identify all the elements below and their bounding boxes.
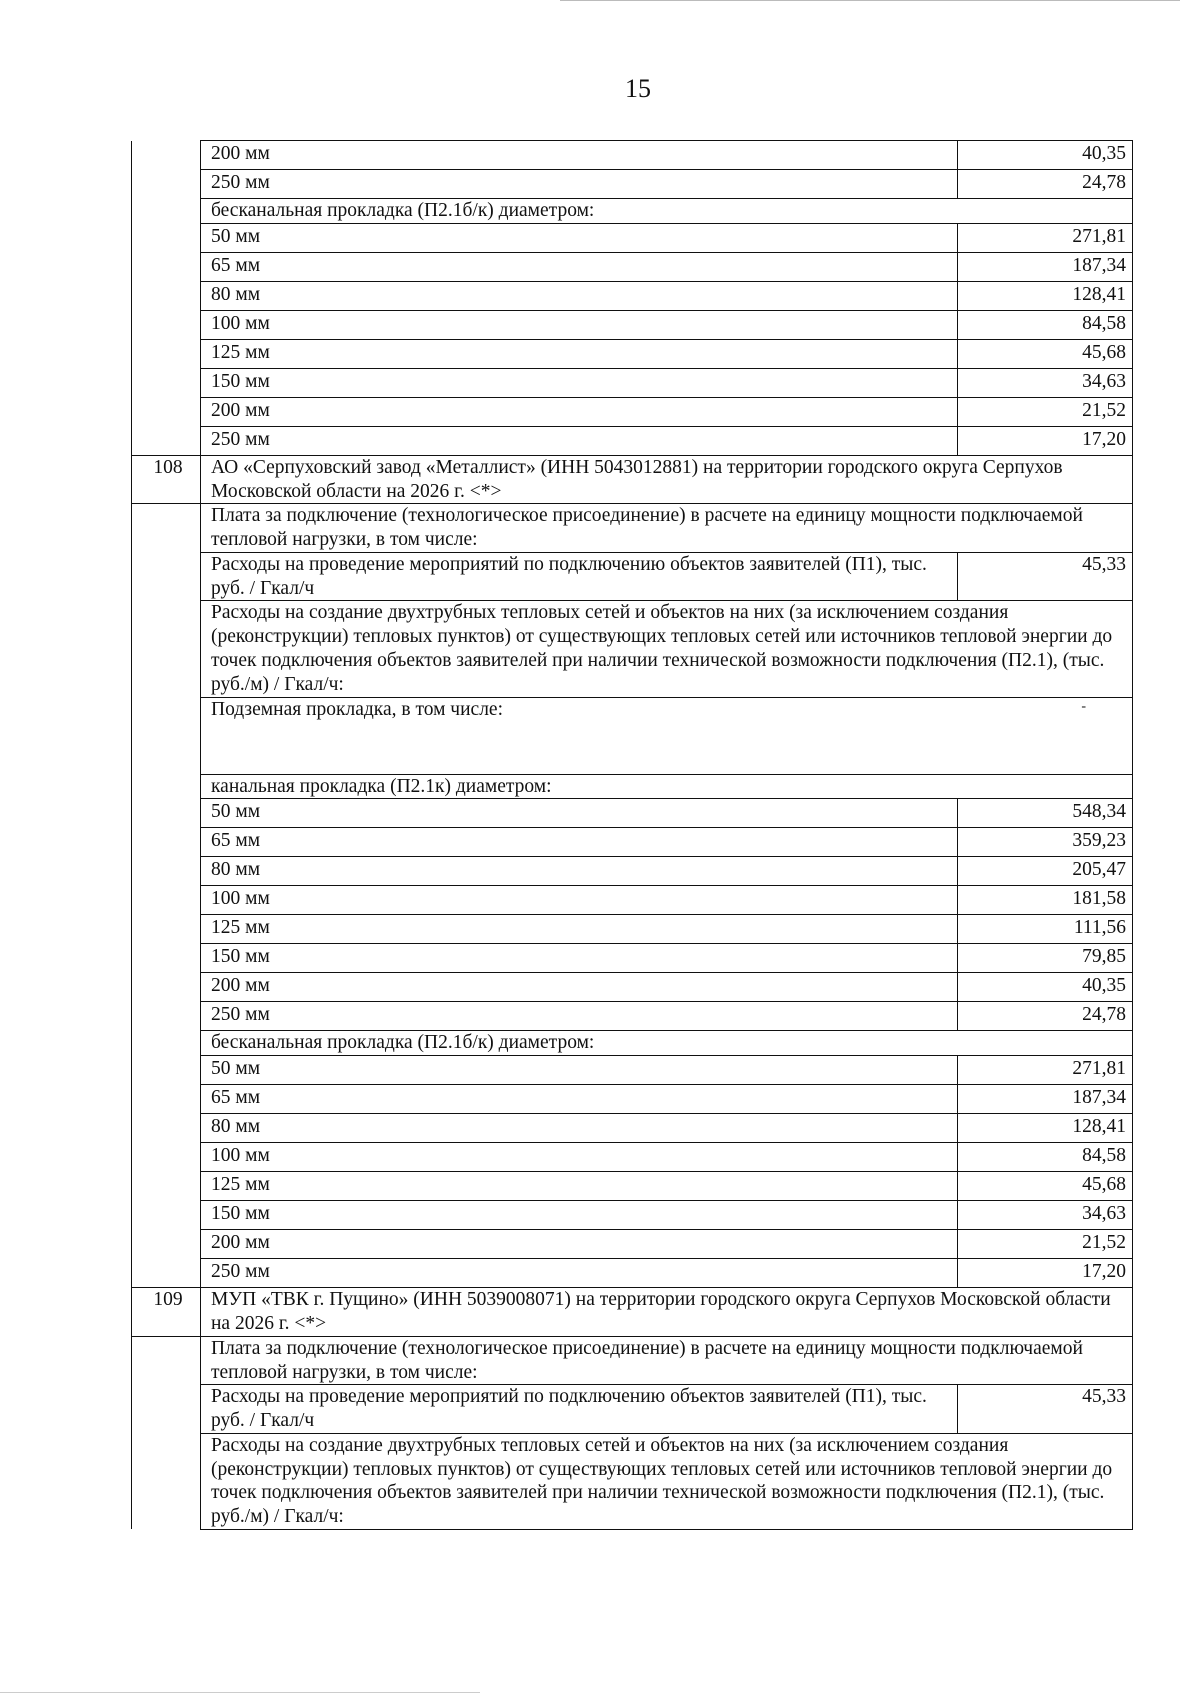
tariff-value: 84,58 [958, 1143, 1133, 1172]
diameter-label: 125 мм [201, 1172, 958, 1201]
tariff-value: 187,34 [958, 1085, 1133, 1114]
diameter-label: 250 мм [201, 1259, 958, 1288]
number-cell-continued [132, 223, 201, 252]
number-cell-continued [132, 601, 201, 697]
table-row [132, 1002, 1133, 1031]
table-row [132, 199, 1133, 224]
diameter-label: 250 мм [201, 1002, 958, 1031]
number-cell-continued [132, 552, 201, 601]
tariff-value: 205,47 [958, 857, 1133, 886]
table-row [132, 310, 1133, 339]
plata-description: Плата за подключение (технологическое присоединение) в расчете на единицу мощности подключаемой тепловой нагрузки, в том числе: [201, 504, 1133, 553]
diameter-label: 125 мм [201, 915, 958, 944]
number-cell-continued [132, 426, 201, 455]
tariff-value: 40,35 [958, 973, 1133, 1002]
underground-label: Подземная прокладка, в том числе: [211, 698, 504, 720]
tariff-value: 128,41 [958, 1114, 1133, 1143]
table-row [132, 1336, 1133, 1385]
table-row [132, 1031, 1133, 1056]
number-cell-continued [132, 504, 201, 553]
number-cell-continued [132, 170, 201, 199]
tariff-value: 271,81 [958, 223, 1133, 252]
number-cell-continued [132, 828, 201, 857]
number-cell-continued [132, 857, 201, 886]
page-number: 15 [625, 74, 651, 103]
table-row [132, 774, 1133, 799]
entry-title-row [132, 455, 1133, 504]
diameter-label: 125 мм [201, 339, 958, 368]
diameter-label: 80 мм [201, 1114, 958, 1143]
number-cell-continued [132, 1172, 201, 1201]
table-row [132, 1172, 1133, 1201]
number-cell-continued [132, 799, 201, 828]
table-row [132, 1085, 1133, 1114]
diameter-label: 50 мм [201, 799, 958, 828]
tariff-table [131, 140, 1133, 1530]
tariff-value: 45,68 [958, 1172, 1133, 1201]
tariff-value: 548,34 [958, 799, 1133, 828]
number-cell-continued [132, 281, 201, 310]
diameter-label: 50 мм [201, 1056, 958, 1085]
underground-cell [201, 697, 1133, 774]
beskanal-heading: бесканальная прокладка (П2.1б/к) диаметром: [201, 199, 1133, 224]
number-cell-continued [132, 1385, 201, 1434]
tariff-value: 45,68 [958, 339, 1133, 368]
diameter-label: 100 мм [201, 310, 958, 339]
table-row [132, 1143, 1133, 1172]
number-cell-continued [132, 1143, 201, 1172]
p1-label: Расходы на проведение мероприятий по подключению объектов заявителей (П1), тыс. руб. / Гкал/ч [201, 1385, 958, 1434]
table-row [132, 368, 1133, 397]
number-cell-continued [132, 199, 201, 224]
table-row [132, 1114, 1133, 1143]
tariff-value: 128,41 [958, 281, 1133, 310]
number-cell-continued [132, 1002, 201, 1031]
table-row [132, 1259, 1133, 1288]
tariff-value: 181,58 [958, 886, 1133, 915]
entry-title: АО «Серпуховский завод «Металлист» (ИНН 5043012881) на территории городского округа Серпухов Московской области на 2026 г. <*> [201, 455, 1133, 504]
tariff-value: 34,63 [958, 1201, 1133, 1230]
tariff-value: 24,78 [958, 170, 1133, 199]
diameter-label: 200 мм [201, 141, 958, 170]
diameter-label: 250 мм [201, 170, 958, 199]
entry-title-row [132, 1288, 1133, 1337]
number-cell-continued [132, 1433, 201, 1529]
tariff-value: 187,34 [958, 252, 1133, 281]
table-row [132, 339, 1133, 368]
number-cell-continued [132, 1085, 201, 1114]
table-row [132, 857, 1133, 886]
number-cell-continued [132, 1056, 201, 1085]
number-cell-continued [132, 774, 201, 799]
number-cell-continued [132, 915, 201, 944]
kanal-heading: канальная прокладка (П2.1к) диаметром: [201, 774, 1133, 799]
number-cell-continued [132, 141, 201, 170]
diameter-label: 65 мм [201, 252, 958, 281]
table-row [132, 886, 1133, 915]
table-row [132, 799, 1133, 828]
table-row [132, 397, 1133, 426]
table-row [132, 1056, 1133, 1085]
diameter-label: 100 мм [201, 1143, 958, 1172]
diameter-label: 100 мм [201, 886, 958, 915]
table-row [132, 1201, 1133, 1230]
plata-description: Плата за подключение (технологическое присоединение) в расчете на единицу мощности подключаемой тепловой нагрузки, в том числе: [201, 1336, 1133, 1385]
table-row [132, 141, 1133, 170]
entry-number: 108 [132, 455, 201, 504]
number-cell-continued [132, 944, 201, 973]
beskanal-heading: бесканальная прокладка (П2.1б/к) диаметром: [201, 1031, 1133, 1056]
diameter-label: 150 мм [201, 368, 958, 397]
scan-edge-bottom [0, 1692, 480, 1693]
tariff-value: 24,78 [958, 1002, 1133, 1031]
number-cell-continued [132, 973, 201, 1002]
number-cell-continued [132, 310, 201, 339]
number-cell-continued [132, 368, 201, 397]
number-cell-continued [132, 697, 201, 774]
table-row [132, 252, 1133, 281]
p1-row [132, 1385, 1133, 1434]
number-cell-continued [132, 1031, 201, 1056]
tariff-value: 40,35 [958, 141, 1133, 170]
tariff-value: 17,20 [958, 426, 1133, 455]
underground-row [132, 697, 1133, 774]
table-row [132, 915, 1133, 944]
diameter-label: 50 мм [201, 223, 958, 252]
table-row [132, 601, 1133, 697]
diameter-label: 200 мм [201, 973, 958, 1002]
table-row [132, 973, 1133, 1002]
p21-label: Расходы на создание двухтрубных тепловых сетей и объектов на них (за исключением создания (реконструкции) тепловых пунктов) от существующих тепловых сетей или источников тепловой энергии до точек подключения объектов заявителей при наличии технической возможности подключения (П2.1), (тыс. руб./м) / Гкал/ч: [201, 1433, 1133, 1529]
tariff-value: 21,52 [958, 1230, 1133, 1259]
number-cell-continued [132, 397, 201, 426]
table-row [132, 944, 1133, 973]
table-row [132, 426, 1133, 455]
p1-value: 45,33 [958, 552, 1133, 601]
table-row [132, 170, 1133, 199]
tariff-value: 271,81 [958, 1056, 1133, 1085]
tariff-value: 17,20 [958, 1259, 1133, 1288]
diameter-label: 200 мм [201, 1230, 958, 1259]
table-row [132, 223, 1133, 252]
number-cell-continued [132, 886, 201, 915]
diameter-label: 80 мм [201, 281, 958, 310]
diameter-label: 150 мм [201, 944, 958, 973]
p1-label: Расходы на проведение мероприятий по подключению объектов заявителей (П1), тыс. руб. / Гкал/ч [201, 552, 958, 601]
tariff-value: 79,85 [958, 944, 1133, 973]
table-row [132, 281, 1133, 310]
diameter-label: 200 мм [201, 397, 958, 426]
entry-number: 109 [132, 1288, 201, 1337]
table-row [132, 828, 1133, 857]
table-row [132, 1433, 1133, 1529]
scan-mark: - [1081, 698, 1086, 714]
p1-row [132, 552, 1133, 601]
number-cell-continued [132, 1336, 201, 1385]
diameter-label: 250 мм [201, 426, 958, 455]
diameter-label: 150 мм [201, 1201, 958, 1230]
number-cell-continued [132, 1230, 201, 1259]
number-cell-continued [132, 1259, 201, 1288]
number-cell-continued [132, 339, 201, 368]
tariff-table-body [132, 141, 1133, 1530]
number-cell-continued [132, 1114, 201, 1143]
table-row [132, 1230, 1133, 1259]
tariff-value: 111,56 [958, 915, 1133, 944]
diameter-label: 80 мм [201, 857, 958, 886]
p1-value: 45,33 [958, 1385, 1133, 1434]
tariff-value: 84,58 [958, 310, 1133, 339]
tariff-value: 21,52 [958, 397, 1133, 426]
diameter-label: 65 мм [201, 1085, 958, 1114]
number-cell-continued [132, 252, 201, 281]
number-cell-continued [132, 1201, 201, 1230]
tariff-value: 34,63 [958, 368, 1133, 397]
p21-label: Расходы на создание двухтрубных тепловых сетей и объектов на них (за исключением создания (реконструкции) тепловых пунктов) от существующих тепловых сетей или источников тепловой энергии до точек подключения объектов заявителей при наличии технической возможности подключения (П2.1), (тыс. руб./м) / Гкал/ч: [201, 601, 1133, 697]
table-row [132, 504, 1133, 553]
diameter-label: 65 мм [201, 828, 958, 857]
entry-title: МУП «ТВК г. Пущино» (ИНН 5039008071) на территории городского округа Серпухов Московской области на 2026 г. <*> [201, 1288, 1133, 1337]
tariff-value: 359,23 [958, 828, 1133, 857]
scan-edge-top [560, 0, 1180, 1]
